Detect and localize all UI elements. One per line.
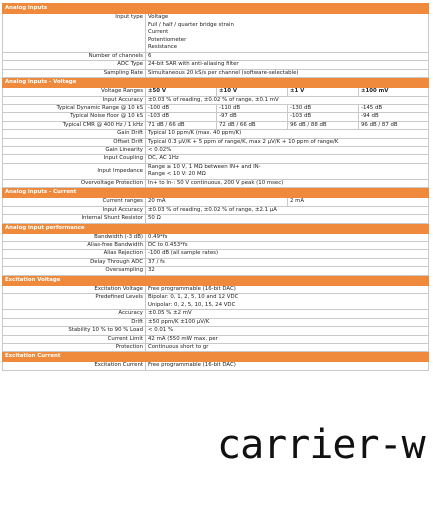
spec-row-noise-floor (3, 113, 429, 121)
value-cell: -100 dB (146, 105, 217, 113)
value-cell: 71 dB / 66 dB (146, 121, 217, 129)
spec-value: -100 dB (all sample rates) (146, 250, 429, 258)
spec-label: Predefined Levels (3, 294, 146, 310)
spec-value: ±0.03 % of reading, ±0.02 % of range, ±0.1 mV (146, 96, 429, 104)
spec-value: 37 / fs (146, 258, 429, 266)
spec-row-voltage-accuracy (3, 96, 429, 104)
section-title: Analog inputs (3, 4, 429, 14)
spec-row-delay (3, 258, 429, 266)
spec-label: Overvoltage Protection (3, 180, 146, 188)
spec-row-dynamic-range (3, 105, 429, 113)
spec-label: Excitation Current (3, 362, 146, 370)
spec-label: Typical CMR @ 400 Hz / 1 kHz (3, 121, 146, 129)
input-type-item: Voltage (148, 14, 169, 20)
spec-label: Gain Linearity (3, 147, 146, 155)
spec-label: Internal Shunt Resistor (3, 215, 146, 223)
spec-label: Input Impedance (3, 163, 146, 179)
spec-label: Typical Noise floor @ 10 kS (3, 113, 146, 121)
spec-row-excitation-current (3, 362, 429, 370)
spec-row-drift (3, 318, 429, 326)
section-header-voltage (3, 78, 429, 88)
section-header-performance (3, 223, 429, 233)
spec-label: Current ranges (3, 198, 146, 206)
spec-row-cmr (3, 121, 429, 129)
impedance-line: Range ≥ 10 V, 1 MΩ between IN+ and IN- (148, 163, 261, 170)
spec-value: < 0.01 % (146, 327, 429, 335)
spec-row-offset-drift (3, 138, 429, 146)
spec-label: Accuracy (3, 310, 146, 318)
value-cell: -145 dB (359, 105, 429, 113)
spec-label: Input Coupling (3, 155, 146, 163)
section-header-excitation-voltage (3, 275, 429, 285)
spec-value: 24-bit SAR with anti-aliasing filter (146, 61, 429, 69)
spec-label: Offset Drift (3, 138, 146, 146)
spec-value: 42 mA (550 mW max. per (146, 335, 429, 343)
spec-label: Input Accuracy (3, 206, 146, 214)
spec-row-channels (3, 52, 429, 60)
spec-value: Free programmable (16-bit DAC) (146, 362, 429, 370)
spec-row-current-accuracy (3, 206, 429, 214)
spec-value (146, 14, 429, 53)
spec-sheet (2, 3, 428, 371)
range-cell: 2 mA (288, 198, 429, 206)
spec-row-gain-drift (3, 130, 429, 138)
spec-row-adc (3, 61, 429, 69)
section-title: Excitation Voltage (3, 275, 429, 285)
spec-row-excitation-voltage (3, 285, 429, 293)
section-title: Analog inputs - Voltage (3, 78, 429, 88)
spec-value: 32 (146, 267, 429, 275)
spec-value: ±50 ppm/K ±100 µV/K (146, 318, 429, 326)
spec-label: Voltage Ranges (3, 88, 146, 96)
range-cell: ±50 V (146, 88, 217, 96)
spec-value: < 0.02% (146, 147, 429, 155)
value-cell: -103 dB (288, 113, 359, 121)
spec-label: Input type (3, 14, 146, 53)
spec-row-gain-linearity (3, 147, 429, 155)
input-type-item: Resistance (148, 44, 178, 51)
spec-value: Simultaneous 20 kS/s per channel (software-selectable) (146, 69, 429, 77)
spec-label: Drift (3, 318, 146, 326)
spec-value: 0.49*fs (146, 233, 429, 241)
spec-value (146, 163, 429, 179)
spec-row-protection (3, 343, 429, 351)
value-cell: -103 dB (146, 113, 217, 121)
spec-label: Protection (3, 343, 146, 351)
section-title: Analog input performance (3, 223, 429, 233)
spec-label: Delay Through ADC (3, 258, 146, 266)
range-cell: ±1 V (288, 88, 359, 96)
range-cell: ±100 mV (359, 88, 429, 96)
spec-label: Excitation Voltage (3, 285, 146, 293)
value-cell: -94 dB (359, 113, 429, 121)
spec-value: In+ to In-: 50 V continuous, 200 V peak (10 msec) (146, 180, 429, 188)
spec-row-sampling (3, 69, 429, 77)
section-title: Excitation Current (3, 352, 429, 362)
spec-row-stability (3, 327, 429, 335)
section-title: Analog inputs - Current (3, 188, 429, 198)
spec-label: Oversampling (3, 267, 146, 275)
level-line: Bipolar: 0, 1, 2, 5, 10 and 12 VDC (148, 294, 239, 301)
spec-value: DC to 0.453*fs (146, 242, 429, 250)
section-header-analog-inputs (3, 4, 429, 14)
value-cell: -97 dB (217, 113, 288, 121)
spec-value: Typical 10 ppm/K (max. 40 ppm/K) (146, 130, 429, 138)
spec-value: Free programmable (16-bit DAC) (146, 285, 429, 293)
spec-label: Alias Rejection (3, 250, 146, 258)
spec-row-shunt (3, 215, 429, 223)
spec-row-alias-free (3, 242, 429, 250)
spec-label: Current Limit (3, 335, 146, 343)
spec-table (2, 3, 429, 371)
value-cell: 72 dB / 66 dB (217, 121, 288, 129)
impedance-line: Range < 10 V: 20 MΩ (148, 171, 206, 178)
range-cell: ±10 V (217, 88, 288, 96)
spec-label: Sampling Rate (3, 69, 146, 77)
spec-value: 6 (146, 52, 429, 60)
spec-row-bandwidth (3, 233, 429, 241)
overlay-caption: carrier-w (217, 422, 431, 468)
spec-label: Number of channels (3, 52, 146, 60)
spec-row-alias-rejection (3, 250, 429, 258)
input-type-item: Current (148, 29, 169, 36)
spec-value: 50 Ω (146, 215, 429, 223)
spec-row-predefined-levels (3, 294, 429, 310)
spec-value (146, 294, 429, 310)
spec-row-accuracy (3, 310, 429, 318)
spec-row-current-limit (3, 335, 429, 343)
spec-label: Bandwidth (-3 dB) (3, 233, 146, 241)
input-type-item: Full / half / quarter bridge strain (148, 21, 234, 28)
spec-value: Continuous short to gr (146, 343, 429, 351)
value-cell: 96 dB / 88 dB (288, 121, 359, 129)
spec-label: Typical Dynamic Range @ 10 kS (3, 105, 146, 113)
spec-row-current-ranges (3, 198, 429, 206)
spec-value: ±0.03 % of reading, ±0.02 % of range, ±2.1 µA (146, 206, 429, 214)
spec-label: Alias-free Bandwidth (3, 242, 146, 250)
value-cell: -130 dB (288, 105, 359, 113)
spec-label: Stability 10 % to 90 % Load (3, 327, 146, 335)
spec-row-coupling (3, 155, 429, 163)
spec-value: ±0.05 % ±2 mV (146, 310, 429, 318)
level-line: Unipolar: 0, 2, 5, 10, 15, 24 VDC (148, 301, 236, 308)
spec-label: Gain Drift (3, 130, 146, 138)
spec-label: ADC Type (3, 61, 146, 69)
spec-row-input-type (3, 14, 429, 53)
value-cell: 96 dB / 87 dB (359, 121, 429, 129)
spec-row-oversampling (3, 267, 429, 275)
range-cell: 20 mA (146, 198, 288, 206)
spec-label: Input Accuracy (3, 96, 146, 104)
spec-row-overvoltage (3, 180, 429, 188)
spec-row-voltage-ranges (3, 88, 429, 96)
spec-value: Typical 0.3 µV/K + 5 ppm of range/K, max 2 µV/K + 10 ppm of range/K (146, 138, 429, 146)
value-cell: -110 dB (217, 105, 288, 113)
input-type-item: Potentiometer (148, 36, 187, 43)
section-header-excitation-current (3, 352, 429, 362)
spec-row-impedance (3, 163, 429, 179)
spec-value: DC, AC 1Hz (146, 155, 429, 163)
section-header-current (3, 188, 429, 198)
